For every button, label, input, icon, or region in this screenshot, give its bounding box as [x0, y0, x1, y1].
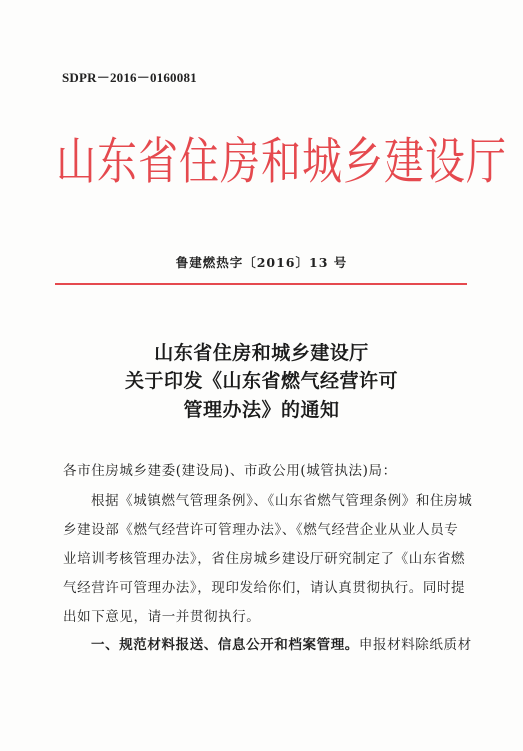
paragraph-line-4: 气经营许可管理办法》，现印发给你们，请认真贯彻执行。同时提 — [63, 580, 466, 596]
section-line — [91, 633, 472, 653]
paragraph-line-3: 业培训考核管理办法》，省住房城乡建设厅研究制定了《山东省燃 — [63, 551, 466, 567]
section-heading: 一、规范材料报送、信息公开和档案管理。 — [91, 637, 359, 653]
salutation: 各市住房城乡建委(建设局)、市政公用(城管执法)局： — [63, 463, 397, 479]
paragraph-line-1: 根据《城镇燃气管理条例》、《山东省燃气管理条例》和住房城 — [91, 493, 473, 509]
title-line-2: 关于印发《山东省燃气经营许可 — [124, 370, 398, 392]
red-divider-line — [55, 283, 467, 285]
issuer-header: 山东省住房和城乡建设厅 — [56, 133, 507, 191]
paragraph-line-5: 出如下意见，请一并贯彻执行。 — [63, 609, 261, 625]
document-number: 鲁建燃热字〔2016〕13 号 — [175, 255, 348, 270]
document-code: SDPR－2016－0160081 — [62, 70, 197, 85]
title-line-1: 山东省住房和城乡建设厅 — [154, 342, 369, 364]
section-text: 申报材料除纸质材 — [358, 637, 472, 653]
paragraph-line-2: 乡建设部《燃气经营许可管理办法》、《燃气经营企业从业人员专 — [63, 522, 459, 538]
title-line-3: 管理办法》的通知 — [183, 399, 340, 421]
